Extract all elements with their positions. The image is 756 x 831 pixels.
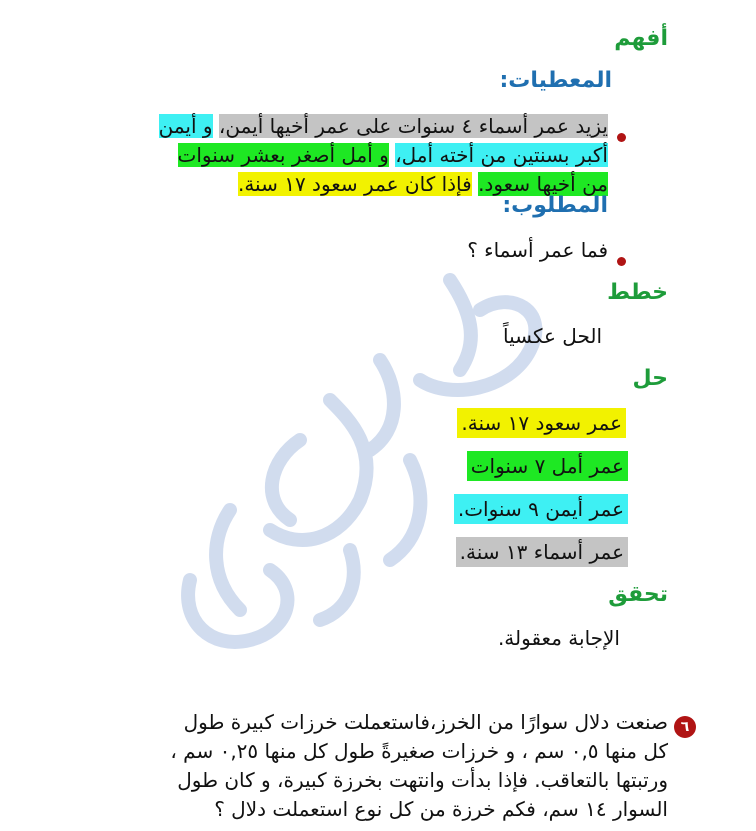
problem-6-line-2: كل منها ٠,٥ سم ، و خرزات صغيرةً طول كل منها ٠,٢٥ سم ،	[170, 739, 668, 763]
plan-method: الحل عكسياً	[502, 324, 602, 348]
solve-step-1-text: عمر سعود ١٧ سنة.	[457, 408, 626, 438]
understand-header: أفهم	[614, 26, 668, 51]
givens-paragraph	[88, 112, 608, 199]
solve-step-2-text: عمر أمل ٧ سنوات	[467, 451, 628, 481]
required-question	[467, 236, 608, 265]
problem-number-badge: ٦	[674, 716, 696, 738]
solve-step-4-text: عمر أسماء ١٣ سنة.	[456, 537, 628, 567]
required-question-text: فما عمر أسماء ؟	[467, 238, 608, 262]
problem-6-line-1: صنعت دلال سوارًا من الخرز،فاستعملت خرزات كبيرة طول	[183, 710, 668, 734]
given-ayman-part1: و أيمن	[158, 114, 213, 138]
required-header: المطلوب:	[502, 193, 608, 218]
solve-step-2	[467, 451, 628, 481]
bullet-icon	[617, 133, 626, 142]
check-answer: الإجابة معقولة.	[497, 626, 620, 650]
givens-header: المعطيات:	[499, 68, 612, 93]
problem-6-line-4: السوار ١٤ سم، فكم خرزة من كل نوع استعملت دلال ؟	[214, 797, 668, 821]
solve-header: حل	[632, 366, 668, 391]
solve-step-3-text: عمر أيمن ٩ سنوات.	[454, 494, 628, 524]
check-header: تحقق	[608, 582, 668, 607]
solve-step-3	[454, 494, 628, 524]
given-asma-ayman: يزيد عمر أسماء ٤ سنوات على عمر أخيها أيمن،	[218, 114, 608, 138]
given-amal-part2: من أخيها سعود.	[478, 172, 608, 196]
problem-6	[68, 708, 690, 824]
plan-header: خطط	[607, 280, 668, 305]
given-amal-part1: و أمل أصغر بعشر سنوات	[177, 143, 389, 167]
bullet-icon	[617, 257, 626, 266]
given-saud: فإذا كان عمر سعود ١٧ سنة.	[237, 172, 472, 196]
given-ayman-part2: أكبر بسنتين من أخته أمل،	[395, 143, 608, 167]
solve-step-1	[457, 408, 626, 438]
problem-6-line-3: ورتبتها بالتعاقب. فإذا بدأت وانتهت بخرزة كبيرة، و كان طول	[177, 768, 668, 792]
solve-step-4	[456, 537, 628, 567]
